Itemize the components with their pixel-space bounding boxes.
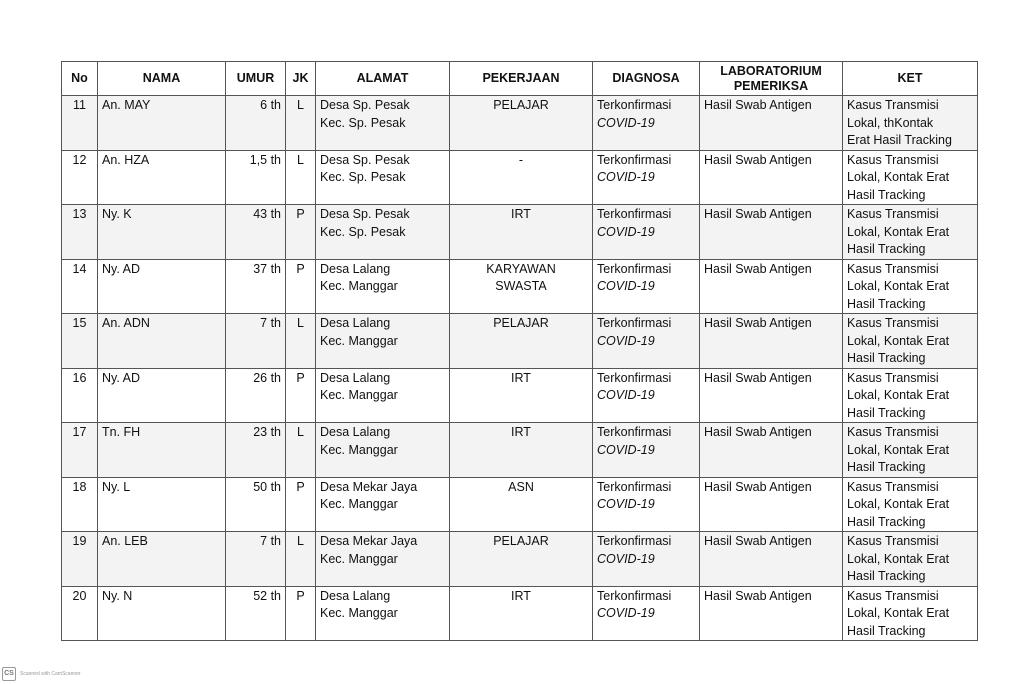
cell-ket xyxy=(843,423,978,478)
ket-line3: Hasil Tracking xyxy=(847,569,926,583)
cell-diagnosa xyxy=(593,586,700,641)
cell-ket xyxy=(843,532,978,587)
cell-diagnosa xyxy=(593,205,700,260)
cell-pekerjaan xyxy=(450,368,593,423)
cell-pekerjaan xyxy=(450,423,593,478)
cell-umur: 7 th xyxy=(226,532,286,587)
diagnosa-line2: COVID-19 xyxy=(597,115,655,130)
cell-no: 18 xyxy=(62,477,98,532)
header-ket: KET xyxy=(843,62,978,96)
cell-no: 20 xyxy=(62,586,98,641)
cell-alamat xyxy=(316,150,450,205)
pekerjaan-line1: ASN xyxy=(508,479,534,494)
cell-nama: Ny. AD xyxy=(98,259,226,314)
cell-ket xyxy=(843,259,978,314)
ket-line2: Lokal, Kontak Erat xyxy=(847,606,950,620)
patient-table xyxy=(61,61,978,641)
cell-ket xyxy=(843,314,978,369)
cell-no: 16 xyxy=(62,368,98,423)
cell-alamat xyxy=(316,314,450,369)
diagnosa-line2: COVID-19 xyxy=(597,333,655,348)
cell-no: 11 xyxy=(62,96,98,151)
cell-nama: Ny. AD xyxy=(98,368,226,423)
cell-lab: Hasil Swab Antigen xyxy=(700,259,843,314)
table-row xyxy=(62,96,978,151)
cell-no: 19 xyxy=(62,532,98,587)
diagnosa-line1: Terkonfirmasi xyxy=(597,588,672,603)
diagnosa-line1: Terkonfirmasi xyxy=(597,98,672,112)
table-row xyxy=(62,423,978,478)
ket-line3: Hasil Tracking xyxy=(847,514,926,529)
ket-line2: Lokal, Kontak Erat xyxy=(847,497,950,511)
cell-diagnosa xyxy=(593,314,700,369)
diagnosa-line2: COVID-19 xyxy=(597,224,655,239)
table-row xyxy=(62,150,978,205)
alamat-desa: Desa Sp. Pesak xyxy=(320,98,410,112)
cell-jk: P xyxy=(286,586,316,641)
cell-pekerjaan xyxy=(450,586,593,641)
cell-pekerjaan xyxy=(450,96,593,151)
diagnosa-line1: Terkonfirmasi xyxy=(597,207,672,221)
cell-nama: Ny. K xyxy=(98,205,226,260)
diagnosa-line1: Terkonfirmasi xyxy=(597,152,672,167)
ket-line2: Lokal, Kontak Erat xyxy=(847,170,950,184)
cell-jk: L xyxy=(286,314,316,369)
cell-diagnosa xyxy=(593,368,700,423)
ket-line1: Kasus Transmisi xyxy=(847,588,939,603)
cell-no: 14 xyxy=(62,259,98,314)
pekerjaan-line1: IRT xyxy=(511,370,531,385)
cell-alamat xyxy=(316,586,450,641)
cell-jk: P xyxy=(286,368,316,423)
alamat-desa: Desa Mekar Jaya xyxy=(320,479,418,494)
cell-alamat xyxy=(316,96,450,151)
cell-umur: 7 th xyxy=(226,314,286,369)
diagnosa-line1: Terkonfirmasi xyxy=(597,261,672,276)
cell-umur: 23 th xyxy=(226,423,286,478)
cell-jk: L xyxy=(286,96,316,151)
ket-line3: Hasil Tracking xyxy=(847,296,926,311)
cell-ket xyxy=(843,96,978,151)
camscanner-icon: CS xyxy=(2,667,16,681)
header-nama: NAMA xyxy=(98,62,226,96)
ket-line3: Hasil Tracking xyxy=(847,351,926,365)
diagnosa-line2: COVID-19 xyxy=(597,606,655,620)
header-row xyxy=(62,62,978,96)
pekerjaan-line1: IRT xyxy=(511,207,531,221)
ket-line2: Lokal, thKontak xyxy=(847,115,934,130)
header-lab-line2: PEMERIKSA xyxy=(733,78,809,93)
cell-nama: Ny. L xyxy=(98,477,226,532)
table-row xyxy=(62,259,978,314)
cell-lab: Hasil Swab Antigen xyxy=(700,368,843,423)
cell-nama: An. HZA xyxy=(98,150,226,205)
cell-alamat xyxy=(316,259,450,314)
cell-ket xyxy=(843,205,978,260)
alamat-kec: Kec. Manggar xyxy=(320,279,398,293)
cell-lab: Hasil Swab Antigen xyxy=(700,205,843,260)
header-lab-line1: LABORATORIUM xyxy=(720,63,822,78)
alamat-kec: Kec. Manggar xyxy=(320,606,398,620)
ket-line3: Hasil Tracking xyxy=(847,242,926,256)
alamat-desa: Desa Sp. Pesak xyxy=(320,152,410,167)
cell-umur: 43 th xyxy=(226,205,286,260)
pekerjaan-line1: KARYAWAN xyxy=(486,261,556,276)
ket-line2: Lokal, Kontak Erat xyxy=(847,224,950,239)
cell-umur: 1,5 th xyxy=(226,150,286,205)
cell-diagnosa xyxy=(593,423,700,478)
ket-line3: Hasil Tracking xyxy=(847,623,926,638)
table-row xyxy=(62,368,978,423)
ket-line1: Kasus Transmisi xyxy=(847,207,939,221)
header-no: No xyxy=(62,62,98,96)
diagnosa-line2: COVID-19 xyxy=(597,279,655,293)
cell-no: 13 xyxy=(62,205,98,260)
cell-lab: Hasil Swab Antigen xyxy=(700,314,843,369)
cell-ket xyxy=(843,368,978,423)
ket-line1: Kasus Transmisi xyxy=(847,152,939,167)
cell-lab: Hasil Swab Antigen xyxy=(700,96,843,151)
diagnosa-line1: Terkonfirmasi xyxy=(597,316,672,330)
cell-umur: 50 th xyxy=(226,477,286,532)
header-alamat: ALAMAT xyxy=(316,62,450,96)
table-row xyxy=(62,586,978,641)
ket-line1: Kasus Transmisi xyxy=(847,370,939,385)
cell-jk: L xyxy=(286,532,316,587)
ket-line1: Kasus Transmisi xyxy=(847,479,939,494)
cell-alamat xyxy=(316,368,450,423)
cell-ket xyxy=(843,586,978,641)
alamat-desa: Desa Lalang xyxy=(320,316,391,330)
cell-umur: 52 th xyxy=(226,586,286,641)
cell-diagnosa xyxy=(593,150,700,205)
pekerjaan-line1: IRT xyxy=(511,588,531,603)
ket-line2: Lokal, Kontak Erat xyxy=(847,551,950,566)
pekerjaan-line1: - xyxy=(518,152,524,167)
table-row xyxy=(62,532,978,587)
cell-nama: Tn. FH xyxy=(98,423,226,478)
cell-pekerjaan xyxy=(450,532,593,587)
alamat-kec: Kec. Manggar xyxy=(320,333,398,348)
ket-line3: Hasil Tracking xyxy=(847,460,926,474)
cell-ket xyxy=(843,150,978,205)
alamat-kec: Kec. Manggar xyxy=(320,442,398,457)
cell-umur: 37 th xyxy=(226,259,286,314)
cell-nama: An. LEB xyxy=(98,532,226,587)
alamat-desa: Desa Mekar Jaya xyxy=(320,534,418,548)
ket-line3: Hasil Tracking xyxy=(847,405,926,420)
cell-lab: Hasil Swab Antigen xyxy=(700,477,843,532)
cell-lab: Hasil Swab Antigen xyxy=(700,532,843,587)
cell-ket xyxy=(843,477,978,532)
cell-jk: P xyxy=(286,259,316,314)
diagnosa-line2: COVID-19 xyxy=(597,551,655,566)
table-row xyxy=(62,477,978,532)
alamat-kec: Kec. Sp. Pesak xyxy=(320,170,406,184)
diagnosa-line2: COVID-19 xyxy=(597,497,655,511)
cell-alamat xyxy=(316,477,450,532)
cell-umur: 26 th xyxy=(226,368,286,423)
alamat-desa: Desa Lalang xyxy=(320,370,391,385)
cell-no: 17 xyxy=(62,423,98,478)
pekerjaan-line1: PELAJAR xyxy=(493,534,549,548)
alamat-desa: Desa Lalang xyxy=(320,588,391,603)
ket-line2: Lokal, Kontak Erat xyxy=(847,388,950,402)
ket-line1: Kasus Transmisi xyxy=(847,261,939,276)
table-row xyxy=(62,314,978,369)
alamat-kec: Kec. Sp. Pesak xyxy=(320,224,406,239)
cell-lab: Hasil Swab Antigen xyxy=(700,150,843,205)
scanner-text: Scanned with CamScanner xyxy=(20,671,81,677)
header-umur: UMUR xyxy=(226,62,286,96)
ket-line1: Kasus Transmisi xyxy=(847,425,939,439)
ket-line2: Lokal, Kontak Erat xyxy=(847,442,950,457)
cell-alamat xyxy=(316,532,450,587)
cell-jk: P xyxy=(286,205,316,260)
diagnosa-line2: COVID-19 xyxy=(597,170,655,184)
header-diagnosa: DIAGNOSA xyxy=(593,62,700,96)
ket-line1: Kasus Transmisi xyxy=(847,98,939,112)
alamat-kec: Kec. Manggar xyxy=(320,388,398,402)
diagnosa-line1: Terkonfirmasi xyxy=(597,479,672,494)
pekerjaan-line1: IRT xyxy=(511,425,531,439)
diagnosa-line1: Terkonfirmasi xyxy=(597,534,672,548)
cell-diagnosa xyxy=(593,96,700,151)
diagnosa-line2: COVID-19 xyxy=(597,388,655,402)
diagnosa-line1: Terkonfirmasi xyxy=(597,425,672,439)
cell-jk: L xyxy=(286,423,316,478)
table-row xyxy=(62,205,978,260)
cell-lab: Hasil Swab Antigen xyxy=(700,586,843,641)
cell-pekerjaan xyxy=(450,205,593,260)
diagnosa-line2: COVID-19 xyxy=(597,442,655,457)
cell-diagnosa xyxy=(593,532,700,587)
alamat-kec: Kec. Manggar xyxy=(320,551,398,566)
cell-pekerjaan xyxy=(450,150,593,205)
cell-jk: L xyxy=(286,150,316,205)
cell-pekerjaan xyxy=(450,314,593,369)
cell-diagnosa xyxy=(593,477,700,532)
cell-lab: Hasil Swab Antigen xyxy=(700,423,843,478)
pekerjaan-line1: PELAJAR xyxy=(493,98,549,112)
cell-no: 12 xyxy=(62,150,98,205)
cell-umur: 6 th xyxy=(226,96,286,151)
ket-line1: Kasus Transmisi xyxy=(847,534,939,548)
ket-line2: Lokal, Kontak Erat xyxy=(847,333,950,348)
header-pekerjaan: PEKERJAAN xyxy=(450,62,593,96)
cell-diagnosa xyxy=(593,259,700,314)
ket-line3: Erat Hasil Tracking xyxy=(847,133,952,147)
cell-nama: Ny. N xyxy=(98,586,226,641)
cell-nama: An. ADN xyxy=(98,314,226,369)
cell-pekerjaan xyxy=(450,477,593,532)
ket-line1: Kasus Transmisi xyxy=(847,316,939,330)
ket-line3: Hasil Tracking xyxy=(847,187,926,202)
cell-nama: An. MAY xyxy=(98,96,226,151)
cell-pekerjaan xyxy=(450,259,593,314)
pekerjaan-line2: SWASTA xyxy=(495,279,547,293)
cell-jk: P xyxy=(286,477,316,532)
alamat-kec: Kec. Manggar xyxy=(320,497,398,511)
pekerjaan-line1: PELAJAR xyxy=(493,316,549,330)
alamat-desa: Desa Lalang xyxy=(320,261,391,276)
diagnosa-line1: Terkonfirmasi xyxy=(597,370,672,385)
cell-alamat xyxy=(316,205,450,260)
alamat-kec: Kec. Sp. Pesak xyxy=(320,115,406,130)
scanner-watermark xyxy=(2,667,81,681)
alamat-desa: Desa Sp. Pesak xyxy=(320,207,410,221)
cell-no: 15 xyxy=(62,314,98,369)
alamat-desa: Desa Lalang xyxy=(320,425,391,439)
header-jk: JK xyxy=(286,62,316,96)
header-laboratorium xyxy=(700,62,843,96)
cell-alamat xyxy=(316,423,450,478)
ket-line2: Lokal, Kontak Erat xyxy=(847,279,950,293)
